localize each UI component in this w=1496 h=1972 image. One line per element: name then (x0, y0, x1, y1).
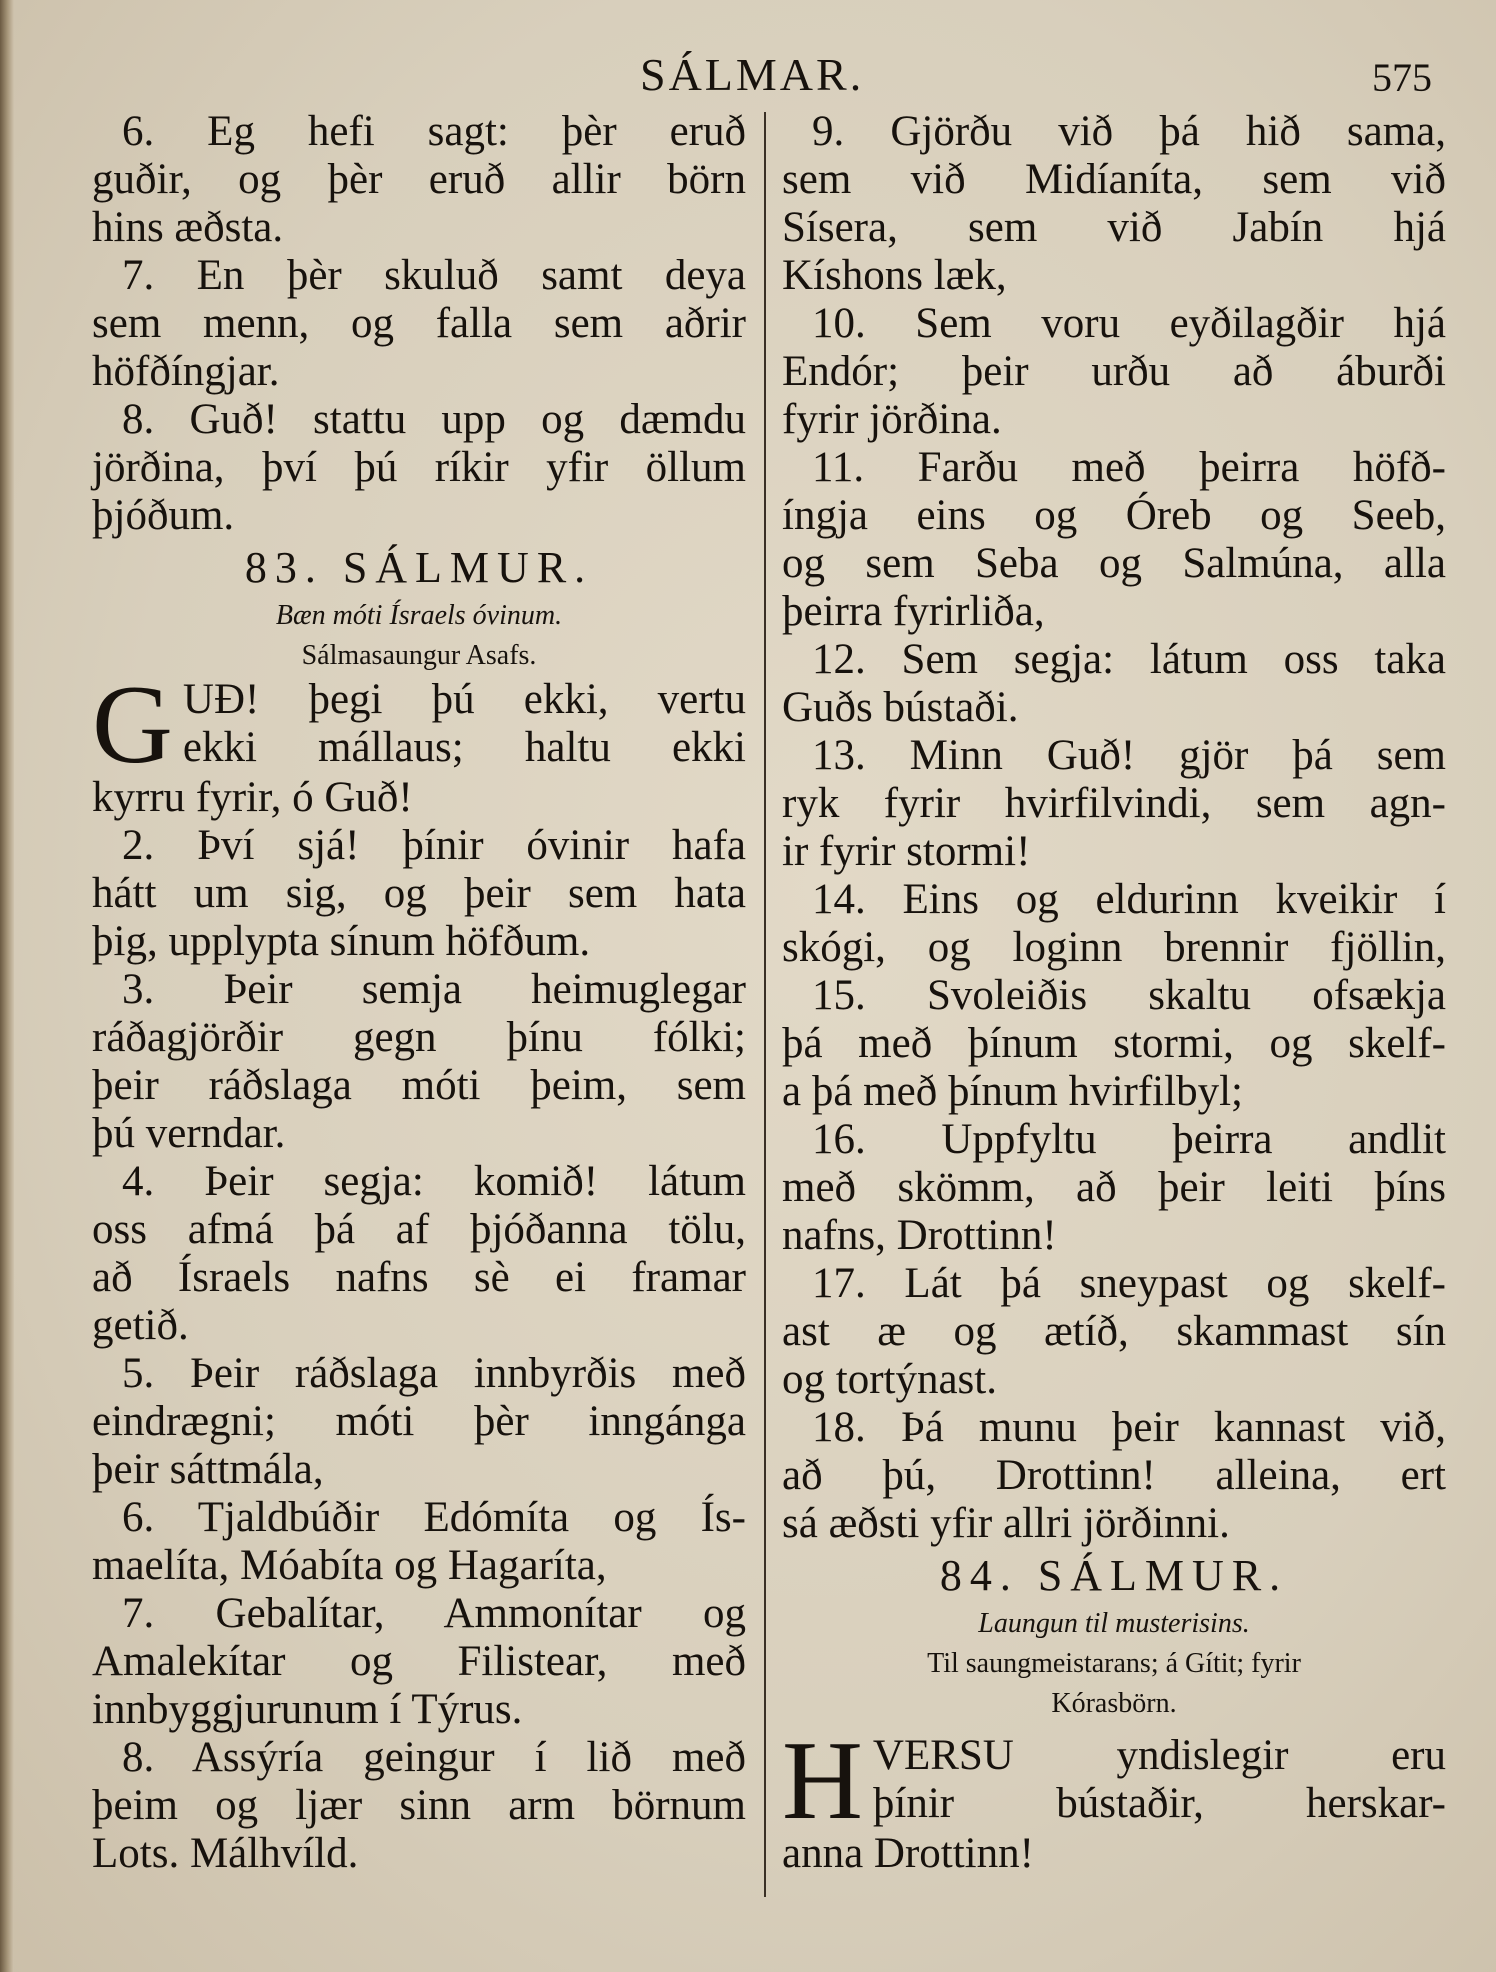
verse-line: Kíshons læk, (782, 252, 1007, 299)
verse-line: 15. Svoleiðis skaltu ofsækja (812, 972, 1446, 1019)
psalm-83-title: 83. SÁLMUR. (244, 543, 594, 592)
psalm-83-subtitle: Bæn móti Ísraels óvinum. (275, 600, 563, 631)
verse-83-12 (782, 636, 1446, 732)
verse-83-8 (92, 1734, 746, 1878)
verse-line: Lots. Málhvíld. (92, 1830, 359, 1877)
psalm-84-superscription: Til saungmeistarans; á Gítit; fyrir (927, 1648, 1301, 1679)
verse-83-6 (92, 1494, 746, 1590)
verse-83-13 (782, 732, 1446, 876)
verse-line: UÐ! þegi þú ekki, vertu (182, 676, 746, 723)
verse-line: 5. Þeir ráðslaga innbyrðis með (122, 1350, 746, 1397)
verse-line: fyrir jörðina. (782, 396, 1002, 443)
verse-84-1 (782, 1732, 1446, 1830)
verse-line: 4. Þeir segja: komið! látum (122, 1158, 746, 1205)
verse-83-15 (782, 972, 1446, 1116)
verse-line: 17. Lát þá sneypast og skelf- (812, 1260, 1446, 1307)
verse-line: 6. Tjaldbúðir Edómíta og Ís- (122, 1494, 746, 1541)
verse-line: 18. Þá munu þeir kannast við, (812, 1404, 1446, 1451)
verse-83-11 (782, 444, 1446, 636)
verse-line: 3. Þeir semja heimuglegar (122, 966, 746, 1013)
verse-line: þig, upplypta sínum höfðum. (92, 918, 591, 965)
verse-line: ráðagjörðir gegn þínu fólki; (92, 1014, 746, 1061)
verse-83-2 (92, 822, 746, 966)
verse-line: hins æðsta. (92, 204, 284, 251)
verse-line: þeim og ljær sinn arm börnum (92, 1782, 746, 1829)
verse-line: þjóðum. (92, 492, 235, 539)
verse-line: 12. Sem segja: látum oss taka (812, 636, 1446, 683)
verse-line: getið. (92, 1302, 189, 1349)
verse-83-16 (782, 1116, 1446, 1260)
psalm-84-title: 84. SÁLMUR. (939, 1551, 1289, 1600)
verse-line: sem við Midíaníta, sem við (782, 156, 1446, 203)
verse-line: anna Drottinn! (782, 1830, 1034, 1877)
verse-82-6 (92, 108, 746, 252)
verse-line: 7. Gebalítar, Ammonítar og (122, 1590, 746, 1637)
verse-line: Amalekítar og Filistear, með (92, 1638, 746, 1685)
verse-line: eindrægni; móti þèr inngánga (92, 1398, 746, 1445)
verse-line: 11. Farðu með þeirra höfð- (812, 444, 1446, 491)
verse-83-10 (782, 300, 1446, 444)
running-head: SÁLMAR. (640, 49, 865, 100)
verse-line: að Ísraels nafns sè ei framar (92, 1254, 746, 1301)
verse-line: 6. Eg hefi sagt: þèr eruð (122, 108, 746, 155)
left-column (92, 108, 746, 1878)
verse-line: VERSU yndislegir eru (872, 1732, 1446, 1779)
verse-line: þeirra fyrirliða, (782, 588, 1045, 635)
verse-line: oss afmá þá af þjóðanna tölu, (92, 1206, 746, 1253)
verse-83-9 (782, 108, 1446, 300)
verse-82-7 (92, 252, 746, 396)
verse-line: 14. Eins og eldurinn kveikir í (812, 876, 1446, 923)
verse-line: kyrru fyrir, ó Guð! (92, 774, 413, 821)
verse-line: ryk fyrir hvirfilvindi, sem agn- (782, 780, 1446, 827)
verse-line: ir fyrir stormi! (782, 828, 1031, 875)
verse-line: 8. Guð! stattu upp og dæmdu (122, 396, 746, 443)
psalm-84-superscription: Kórasbörn. (1051, 1688, 1177, 1719)
verse-line: og sem Seba og Salmúna, alla (782, 540, 1446, 587)
psalm-83-superscription: Sálmasaungur Asafs. (301, 640, 537, 671)
verse-line: Endór; þeir urðu að áburði (782, 348, 1446, 395)
verse-line: sá æðsti yfir allri jörðinni. (782, 1500, 1230, 1547)
spacer (782, 1724, 1446, 1732)
verse-83-18 (782, 1404, 1446, 1548)
verse-line: jörðina, því þú ríkir yfir öllum (92, 444, 746, 491)
verse-line: þínir bústaðir, herskar- (872, 1780, 1446, 1827)
verse-83-3 (92, 966, 746, 1158)
book-gutter (0, 0, 14, 1972)
verse-83-17 (782, 1260, 1446, 1404)
verse-line: hátt um sig, og þeir sem hata (92, 870, 746, 917)
verse-line: 13. Minn Guð! gjör þá sem (812, 732, 1446, 779)
verse-line: þeir sáttmála, (92, 1446, 324, 1493)
verse-line: þeir ráðslaga móti þeim, sem (92, 1062, 746, 1109)
verse-line: ekki mállaus; haltu ekki (182, 724, 746, 771)
verse-83-7 (92, 1590, 746, 1734)
verse-line: þá með þínum stormi, og skelf- (782, 1020, 1446, 1067)
verse-line: 9. Gjörðu við þá hið sama, (812, 108, 1446, 155)
verse-line: 16. Uppfyltu þeirra andlit (812, 1116, 1446, 1163)
verse-line: höfðíngjar. (92, 348, 280, 395)
verse-line: innbyggjurunum í Týrus. (92, 1686, 523, 1733)
verse-line: skógi, og loginn brennir fjöllin, (782, 924, 1446, 971)
verse-line: með skömm, að þeir leiti þíns (782, 1164, 1446, 1211)
verse-line: og tortýnast. (782, 1356, 997, 1403)
verse-83-14 (782, 876, 1446, 972)
verse-82-8 (92, 396, 746, 540)
verse-line: að þú, Drottinn! alleina, ert (782, 1452, 1446, 1499)
verse-line: 8. Assýría geingur í lið með (122, 1734, 746, 1781)
verse-line: 10. Sem voru eyðilagðir hjá (812, 300, 1446, 347)
right-column (782, 108, 1446, 1878)
page-header (0, 48, 1496, 108)
page-number: 575 (1372, 55, 1432, 100)
verse-line: þú verndar. (92, 1110, 286, 1157)
column-divider (764, 112, 766, 1897)
drop-cap: G (92, 676, 173, 774)
verse-line: Guðs bústaði. (782, 684, 1019, 731)
verse-line: ast æ og ætíð, skammast sín (782, 1308, 1446, 1355)
verse-line: 7. En þèr skuluð samt deya (122, 252, 746, 299)
verse-line: sem menn, og falla sem aðrir (92, 300, 746, 347)
verse-line: íngja eins og Óreb og Seeb, (782, 492, 1446, 539)
verse-line: nafns, Drottinn! (782, 1212, 1057, 1259)
drop-cap: H (782, 1732, 863, 1830)
psalm-84-subtitle: Laungun til musterisins. (978, 1608, 1250, 1639)
verse-83-1 (92, 676, 746, 774)
verse-line: Sísera, sem við Jabín hjá (782, 204, 1446, 251)
verse-line: 2. Því sjá! þínir óvinir hafa (122, 822, 746, 869)
verse-line: maelíta, Móabíta og Hagaríta, (92, 1542, 607, 1589)
verse-line: guðir, og þèr eruð allir börn (92, 156, 746, 203)
verse-83-5 (92, 1350, 746, 1494)
verse-83-4 (92, 1158, 746, 1350)
verse-line: a þá með þínum hvirfilbyl; (782, 1068, 1243, 1115)
